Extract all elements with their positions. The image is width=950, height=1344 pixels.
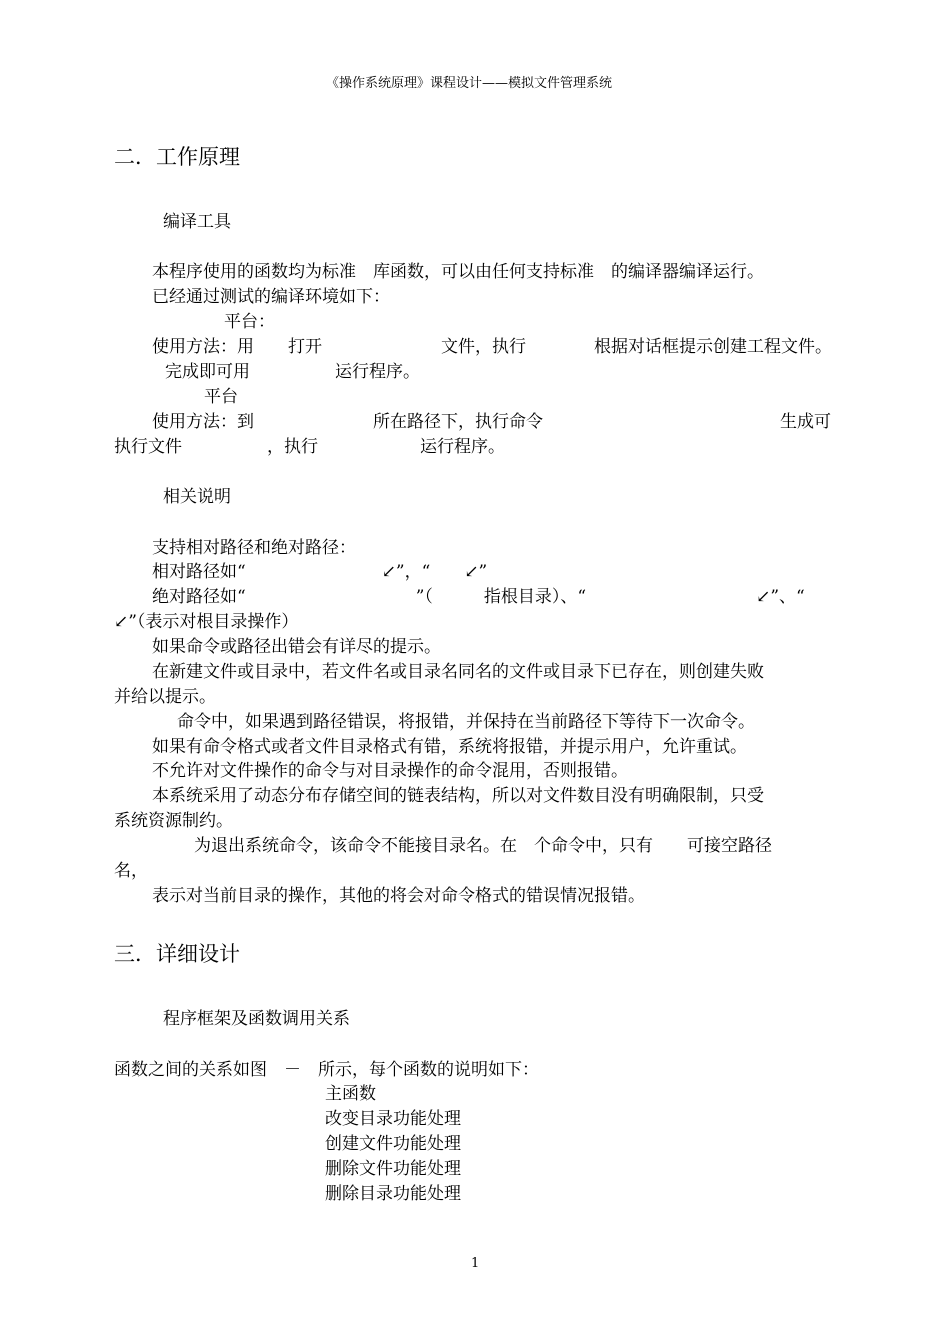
paragraph-line: 在新建文件或目录中，若文件名或目录名同名的文件或目录下已存在，则创建失败 (152, 662, 764, 682)
paragraph-line: 不允许对文件操作的命令与对目录操作的命令混用，否则报错。 (152, 761, 628, 781)
paragraph-line: 使用方法：到 所在路径下，执行命令 (152, 412, 543, 432)
section-heading-working-principle: 二．工作原理 (114, 145, 240, 169)
paragraph-line: 并给以提示。 (114, 687, 216, 707)
paragraph-line: 平台 (204, 387, 238, 407)
paragraph-line: 生成可 (780, 412, 831, 432)
paragraph-line: 命令中，如果遇到路径错误，将报错，并保持在当前路径下等待下一次命令。 (177, 712, 755, 732)
paragraph-line: 系统资源制约。 (114, 811, 233, 831)
function-list-item: 改变目录功能处理 (325, 1109, 461, 1129)
function-list-item: 删除文件功能处理 (325, 1159, 461, 1179)
page-number: 1 (471, 1256, 480, 1271)
paragraph-line: 平台： (224, 312, 275, 332)
section-heading-detailed-design: 三．详细设计 (114, 942, 240, 966)
paragraph-line: 绝对路径如“ ”（ 指根目录）、“ ↙”、“ (152, 587, 805, 607)
page-header: 《操作系统原理》课程设计——模拟文件管理系统 (326, 76, 613, 91)
paragraph-line: 执行文件 ，执行 运行程序。 (114, 437, 505, 457)
subheading-program-framework: 程序框架及函数调用关系 (163, 1009, 350, 1029)
paragraph-line: 本程序使用的函数均为标准 库函数，可以由任何支持标准 的编译器编译运行。 (152, 262, 764, 282)
paragraph-line: 表示对当前目录的操作，其他的将会对命令格式的错误情况报错。 (152, 886, 645, 906)
function-list-item: 主函数 (325, 1084, 376, 1104)
function-list-item: 创建文件功能处理 (325, 1134, 461, 1154)
paragraph-line: ↙”（表示对根目录操作） (114, 612, 299, 632)
paragraph-line: 完成即可用 运行程序。 (165, 362, 420, 382)
paragraph-line: 使用方法：用 打开 文件，执行 根据对话框提示创建工程文件。 (152, 337, 832, 357)
paragraph-line: 为退出系统命令，该命令不能接目录名。在 个命令中，只有 可接空路径 (194, 836, 772, 856)
paragraph-line: 名， (114, 861, 148, 881)
paragraph-line: 如果有命令格式或者文件目录格式有错，系统将报错，并提示用户，允许重试。 (152, 737, 747, 757)
paragraph-line: 函数之间的关系如图 － 所示，每个函数的说明如下： (114, 1060, 539, 1080)
function-list-item: 删除目录功能处理 (325, 1184, 461, 1204)
paragraph-line: 如果命令或路径出错会有详尽的提示。 (152, 637, 441, 657)
paragraph-line: 已经通过测试的编译环境如下： (152, 287, 390, 307)
subheading-related-notes: 相关说明 (163, 487, 231, 507)
paragraph-line: 相对路径如“ ↙”，“ ↙” (152, 562, 488, 582)
subheading-compile-tools: 编译工具 (163, 212, 231, 232)
paragraph-line: 支持相对路径和绝对路径： (152, 538, 356, 558)
paragraph-line: 本系统采用了动态分布存储空间的链表结构，所以对文件数目没有明确限制，只受 (152, 786, 764, 806)
